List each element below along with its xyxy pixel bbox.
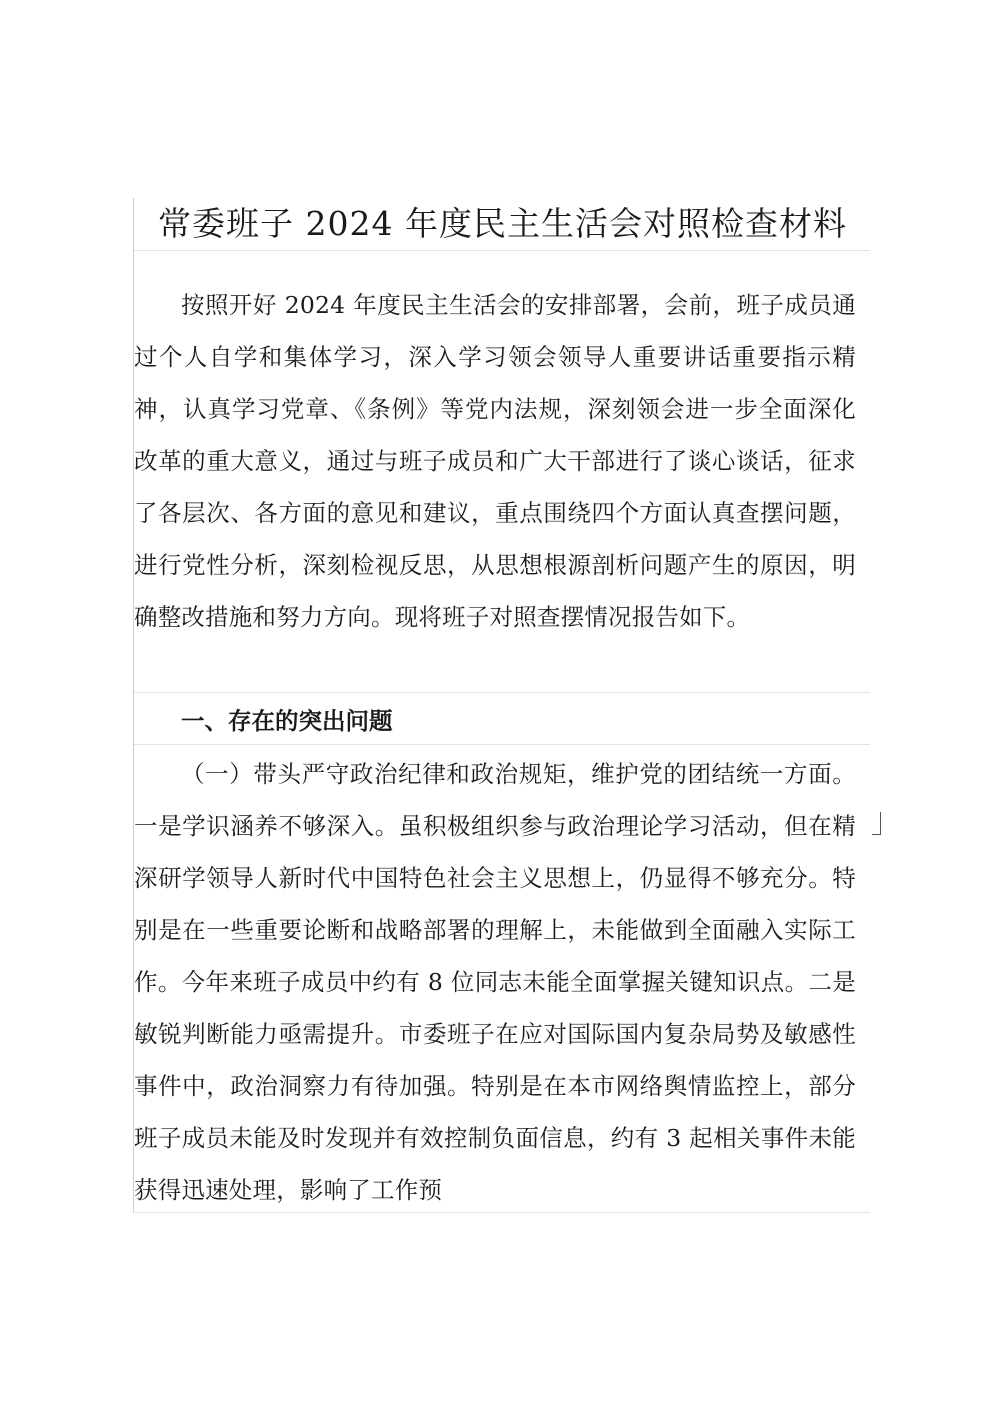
divider	[133, 1212, 870, 1213]
section-heading: 一、存在的突出问题	[181, 707, 393, 735]
document-title: 常委班子 2024 年度民主生活会对照检查材料	[133, 198, 871, 250]
intro-paragraph: 按照开好 2024 年度民主生活会的安排部署，会前，班子成员通过个人自学和集体学习，深入学习领会领导人重要讲话重要指示精神，认真学习党章、《条例》等党内法规，深刻领会进一步全面深化改革的重大意义，通过与班子成员和广大干部进行了谈心谈话，征求了各层次、各方面的意见和建议，重点围绕四个方面认真查摆问题，进行党性分析，深刻检视反思，从思想根源剖析问题产生的原因，明确整改措施和努力方向。现将班子对照查摆情况报告如下。	[134, 291, 856, 631]
margin-mark-icon	[872, 812, 881, 835]
subsection-paragraph: （一）带头严守政治纪律和政治规矩，维护党的团结统一方面。一是学识涵养不够深入。虽积极组织参与政治理论学习活动，但在精深研学领导人新时代中国特色社会主义思想上，仍显得不够充分。特别是在一些重要论断和战略部署的理解上，未能做到全面融入实际工作。今年来班子成员中约有 8 位同志未能全面掌握关键知识点。二是敏锐判断能力亟需提升。市委班子在应对国际国内复杂局势及敏感性事件中，政治洞察力有待加强。特别是在本市网络舆情监控上，部分班子成员未能及时发现并有效控制负面信息，约有 3 起相关事件未能获得迅速处理，影响了工作预	[134, 760, 856, 1204]
